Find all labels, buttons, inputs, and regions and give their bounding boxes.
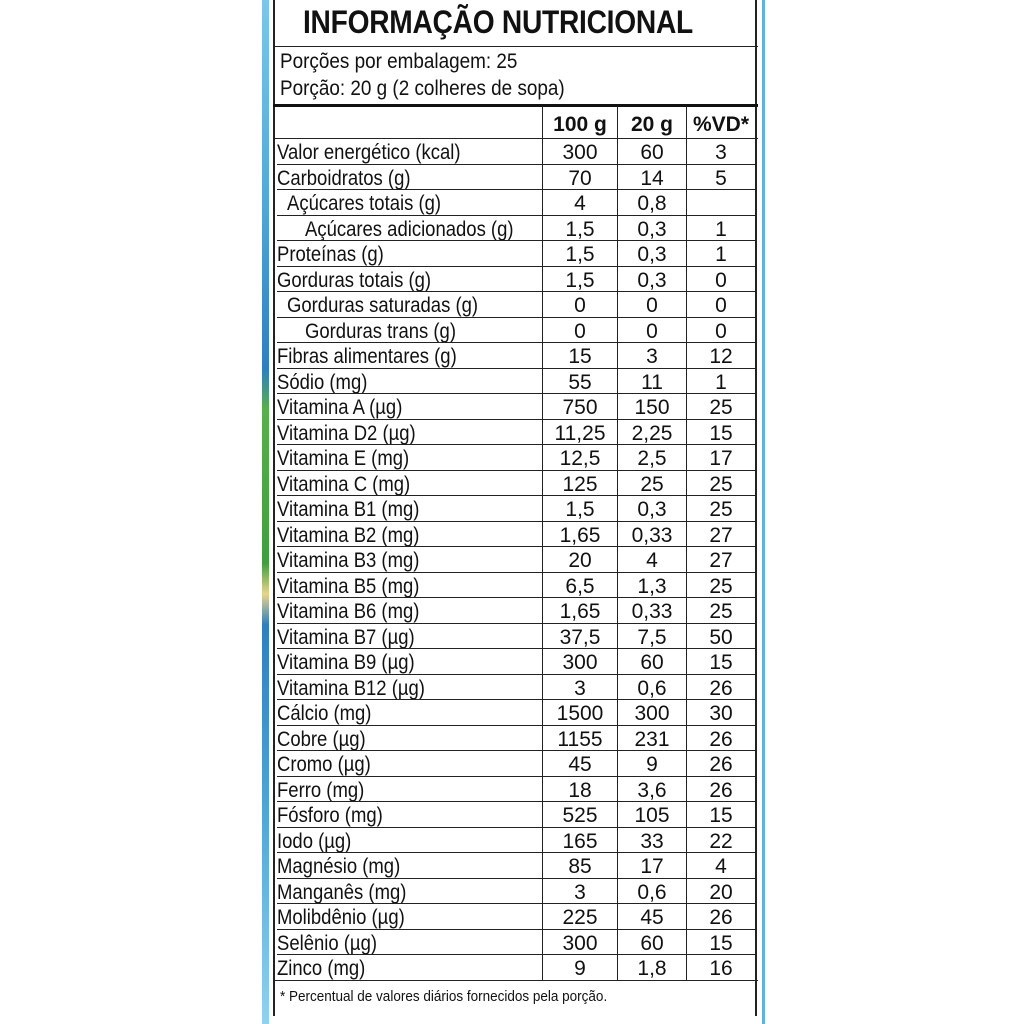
value-per-100g: 750 — [562, 396, 598, 419]
value-per-100g: 3 — [574, 676, 586, 700]
nutrient-label: Açúcares adicionados (g) — [305, 217, 514, 241]
value-per-20g: 0,8 — [637, 192, 667, 215]
table-row — [277, 522, 755, 548]
nutrient-label: Vitamina C (mg) — [277, 472, 411, 496]
table-row — [277, 318, 755, 344]
value-per-100g: 1,5 — [565, 243, 595, 266]
value-per-100g: 11,25 — [554, 421, 606, 445]
value-per-20g: 14 — [640, 166, 664, 190]
value-per-100g: 1,65 — [559, 600, 601, 623]
nutrient-label: Cálcio (mg) — [277, 702, 372, 725]
table-row — [277, 190, 755, 216]
table-bottom-rule — [273, 980, 758, 981]
table-row — [277, 241, 755, 267]
value-per-20g: 4 — [646, 549, 658, 572]
table-row — [277, 394, 755, 420]
value-per-20g: 17 — [640, 855, 664, 878]
value-per-100g: 3 — [574, 880, 586, 904]
nutrient-label: Magnésio (mg) — [277, 855, 401, 878]
value-per-100g: 225 — [562, 906, 598, 929]
nutrient-label: Iodo (µg) — [277, 829, 352, 853]
servings-per-package: Porções por embalagem: 25 — [280, 50, 518, 73]
nutrient-label: Sódio (mg) — [277, 370, 368, 394]
nutrient-label: Vitamina B6 (mg) — [277, 600, 420, 623]
value-per-20g: 0 — [646, 319, 658, 343]
table-row — [277, 828, 755, 854]
column-header-100g: 100 g — [553, 113, 607, 136]
table-row — [277, 777, 755, 803]
value-per-20g: 2,5 — [637, 447, 667, 470]
value-per-100g: 55 — [568, 370, 592, 394]
nutrient-label: Ferro (mg) — [277, 778, 365, 802]
value-per-20g: 0 — [646, 294, 658, 317]
nutrient-label: Vitamina B12 (µg) — [277, 676, 425, 700]
value-per-100g: 18 — [568, 778, 592, 802]
table-row — [277, 471, 755, 497]
table-row — [277, 420, 755, 446]
value-per-20g: 0,6 — [637, 676, 667, 700]
table-row — [277, 726, 755, 752]
table-frame-left — [273, 0, 275, 1016]
value-daily-percent: 25 — [709, 498, 733, 521]
value-per-20g: 0,3 — [637, 243, 667, 266]
table-row — [277, 802, 755, 828]
value-daily-percent: 26 — [709, 727, 733, 751]
table-row — [277, 292, 755, 318]
value-per-20g: 60 — [640, 931, 664, 955]
value-per-100g: 20 — [568, 549, 592, 572]
value-daily-percent: 17 — [709, 447, 733, 470]
value-per-20g: 45 — [640, 906, 664, 929]
nutrient-label: Vitamina B7 (µg) — [277, 625, 415, 649]
nutrient-label: Selênio (µg) — [277, 931, 378, 955]
value-daily-percent: 1 — [715, 370, 727, 394]
value-per-100g: 1,65 — [559, 523, 601, 547]
value-per-20g: 60 — [640, 141, 664, 164]
value-daily-percent: 25 — [709, 574, 733, 598]
value-per-100g: 85 — [568, 855, 592, 878]
value-per-20g: 11 — [641, 370, 663, 394]
table-row — [277, 649, 755, 675]
table-row — [277, 343, 755, 369]
value-per-100g: 525 — [562, 804, 598, 827]
nutrient-label: Cobre (µg) — [277, 727, 366, 751]
value-daily-percent: 27 — [709, 549, 733, 572]
value-daily-percent: 30 — [709, 702, 733, 725]
value-per-100g: 0 — [574, 319, 586, 343]
nutrient-label: Manganês (mg) — [277, 880, 407, 904]
table-row — [277, 547, 755, 573]
value-per-100g: 1,5 — [565, 268, 595, 292]
table-row — [277, 904, 755, 930]
table-row — [277, 216, 755, 242]
nutrient-label: Carboidratos (g) — [277, 166, 411, 190]
value-per-100g: 1155 — [557, 727, 603, 751]
value-per-20g: 0,3 — [637, 268, 667, 292]
table-row — [277, 624, 755, 650]
table-row — [277, 675, 755, 701]
value-per-20g: 0,3 — [637, 217, 667, 241]
nutrient-label: Vitamina B2 (mg) — [277, 523, 420, 547]
value-per-100g: 12,5 — [559, 447, 601, 470]
nutrient-label: Proteínas (g) — [277, 243, 384, 266]
nutrient-label: Vitamina B1 (mg) — [277, 498, 420, 521]
value-per-100g: 1,5 — [565, 498, 595, 521]
value-per-20g: 150 — [634, 396, 670, 419]
background-packaging-strip-right — [762, 0, 765, 1024]
value-per-100g: 300 — [562, 651, 598, 674]
value-per-20g: 33 — [640, 829, 664, 853]
nutrient-label: Cromo (µg) — [277, 753, 371, 776]
value-per-20g: 25 — [640, 472, 664, 496]
value-daily-percent: 22 — [709, 829, 733, 853]
value-daily-percent: 1 — [715, 243, 727, 266]
value-daily-percent: 1 — [715, 217, 727, 241]
value-per-20g: 3 — [646, 345, 658, 368]
value-per-100g: 125 — [562, 472, 598, 496]
value-daily-percent: 27 — [709, 523, 733, 547]
value-daily-percent: 15 — [709, 931, 733, 955]
value-daily-percent: 0 — [715, 268, 727, 292]
value-per-100g: 37,5 — [559, 625, 601, 649]
value-daily-percent: 26 — [709, 676, 733, 700]
column-header-20g: 20 g — [630, 113, 674, 136]
value-per-100g: 0 — [574, 294, 586, 317]
value-daily-percent: 16 — [709, 957, 733, 980]
table-row — [277, 573, 755, 599]
nutrient-label: Valor energético (kcal) — [277, 141, 461, 164]
value-daily-percent: 26 — [709, 906, 733, 929]
value-per-20g: 0,33 — [631, 600, 673, 623]
nutrient-label: Vitamina A (µg) — [277, 396, 403, 419]
title-divider — [273, 46, 758, 47]
footnote: * Percentual de valores diários fornecidos pela porção. — [280, 988, 608, 1005]
value-daily-percent: 5 — [715, 166, 727, 190]
nutrient-label: Gorduras saturadas (g) — [287, 294, 479, 317]
value-per-20g: 231 — [634, 727, 670, 751]
table-row — [277, 369, 755, 395]
value-daily-percent: 0 — [715, 294, 727, 317]
value-per-100g: 9 — [574, 957, 586, 980]
table-row — [277, 751, 755, 777]
value-daily-percent: 26 — [709, 778, 733, 802]
column-header-vd: %VD* — [692, 113, 750, 136]
table-row — [277, 853, 755, 879]
value-daily-percent: 3 — [715, 141, 727, 164]
value-daily-percent: 0 — [715, 319, 727, 343]
value-daily-percent: 12 — [709, 345, 733, 368]
value-daily-percent: 26 — [709, 753, 733, 776]
background-packaging-strip-left — [262, 0, 269, 1024]
table-row — [277, 139, 755, 165]
table-row — [277, 445, 755, 471]
nutrient-label: Fibras alimentares (g) — [277, 345, 457, 368]
value-daily-percent: 25 — [709, 600, 733, 623]
nutrient-label: Vitamina B5 (mg) — [277, 574, 420, 598]
value-daily-percent: 4 — [715, 855, 727, 878]
table-row — [277, 879, 755, 905]
nutrient-label: Vitamina B3 (mg) — [277, 549, 420, 572]
nutrient-label: Gorduras totais (g) — [277, 268, 432, 292]
value-per-100g: 6,5 — [565, 574, 595, 598]
table-row — [277, 598, 755, 624]
value-per-100g: 165 — [562, 829, 598, 853]
value-daily-percent: 15 — [709, 421, 733, 445]
value-per-100g: 70 — [568, 166, 592, 190]
value-per-100g: 300 — [562, 141, 598, 164]
nutrient-label: Açúcares totais (g) — [287, 192, 442, 215]
nutrient-label: Zinco (mg) — [277, 957, 366, 980]
value-per-20g: 9 — [646, 753, 658, 776]
value-per-20g: 0,3 — [637, 498, 667, 521]
nutrient-label: Vitamina B9 (µg) — [277, 651, 415, 674]
value-daily-percent: 25 — [709, 396, 733, 419]
table-row — [277, 930, 755, 956]
nutrient-label: Gorduras trans (g) — [305, 319, 456, 343]
value-per-100g: 1500 — [556, 702, 604, 725]
value-per-20g: 1,8 — [637, 957, 667, 980]
value-per-20g: 0,33 — [631, 523, 673, 547]
nutrient-label: Fósforo (mg) — [277, 804, 383, 827]
nutrient-label: Vitamina D2 (µg) — [277, 421, 416, 445]
value-per-20g: 2,25 — [631, 421, 673, 445]
serving-size: Porção: 20 g (2 colheres de sopa) — [280, 77, 565, 100]
value-per-20g: 0,6 — [637, 880, 667, 904]
value-per-100g: 15 — [568, 345, 592, 368]
table-row — [277, 165, 755, 191]
value-per-20g: 7,5 — [637, 625, 667, 649]
value-per-100g: 1,5 — [565, 217, 595, 241]
value-daily-percent — [687, 190, 755, 216]
value-per-20g: 300 — [634, 702, 670, 725]
value-per-20g: 60 — [640, 651, 664, 674]
value-daily-percent: 50 — [709, 625, 733, 649]
value-per-100g: 300 — [562, 931, 598, 955]
value-per-100g: 45 — [568, 753, 592, 776]
page-title: INFORMAÇÃO NUTRICIONAL — [303, 4, 693, 40]
value-per-20g: 1,3 — [637, 574, 667, 598]
nutrient-label: Vitamina E (mg) — [277, 447, 410, 470]
table-row — [277, 700, 755, 726]
value-daily-percent: 25 — [709, 472, 733, 496]
value-daily-percent: 15 — [709, 651, 733, 674]
value-daily-percent: 15 — [709, 804, 733, 827]
table-frame-right — [755, 0, 757, 1016]
nutrient-label: Molibdênio (µg) — [277, 906, 405, 929]
value-per-100g: 4 — [574, 192, 586, 215]
value-daily-percent: 20 — [709, 880, 733, 904]
table-row — [277, 267, 755, 293]
value-per-20g: 105 — [634, 804, 670, 827]
table-row — [277, 496, 755, 522]
table-row — [277, 955, 755, 981]
value-per-20g: 3,6 — [637, 778, 667, 802]
